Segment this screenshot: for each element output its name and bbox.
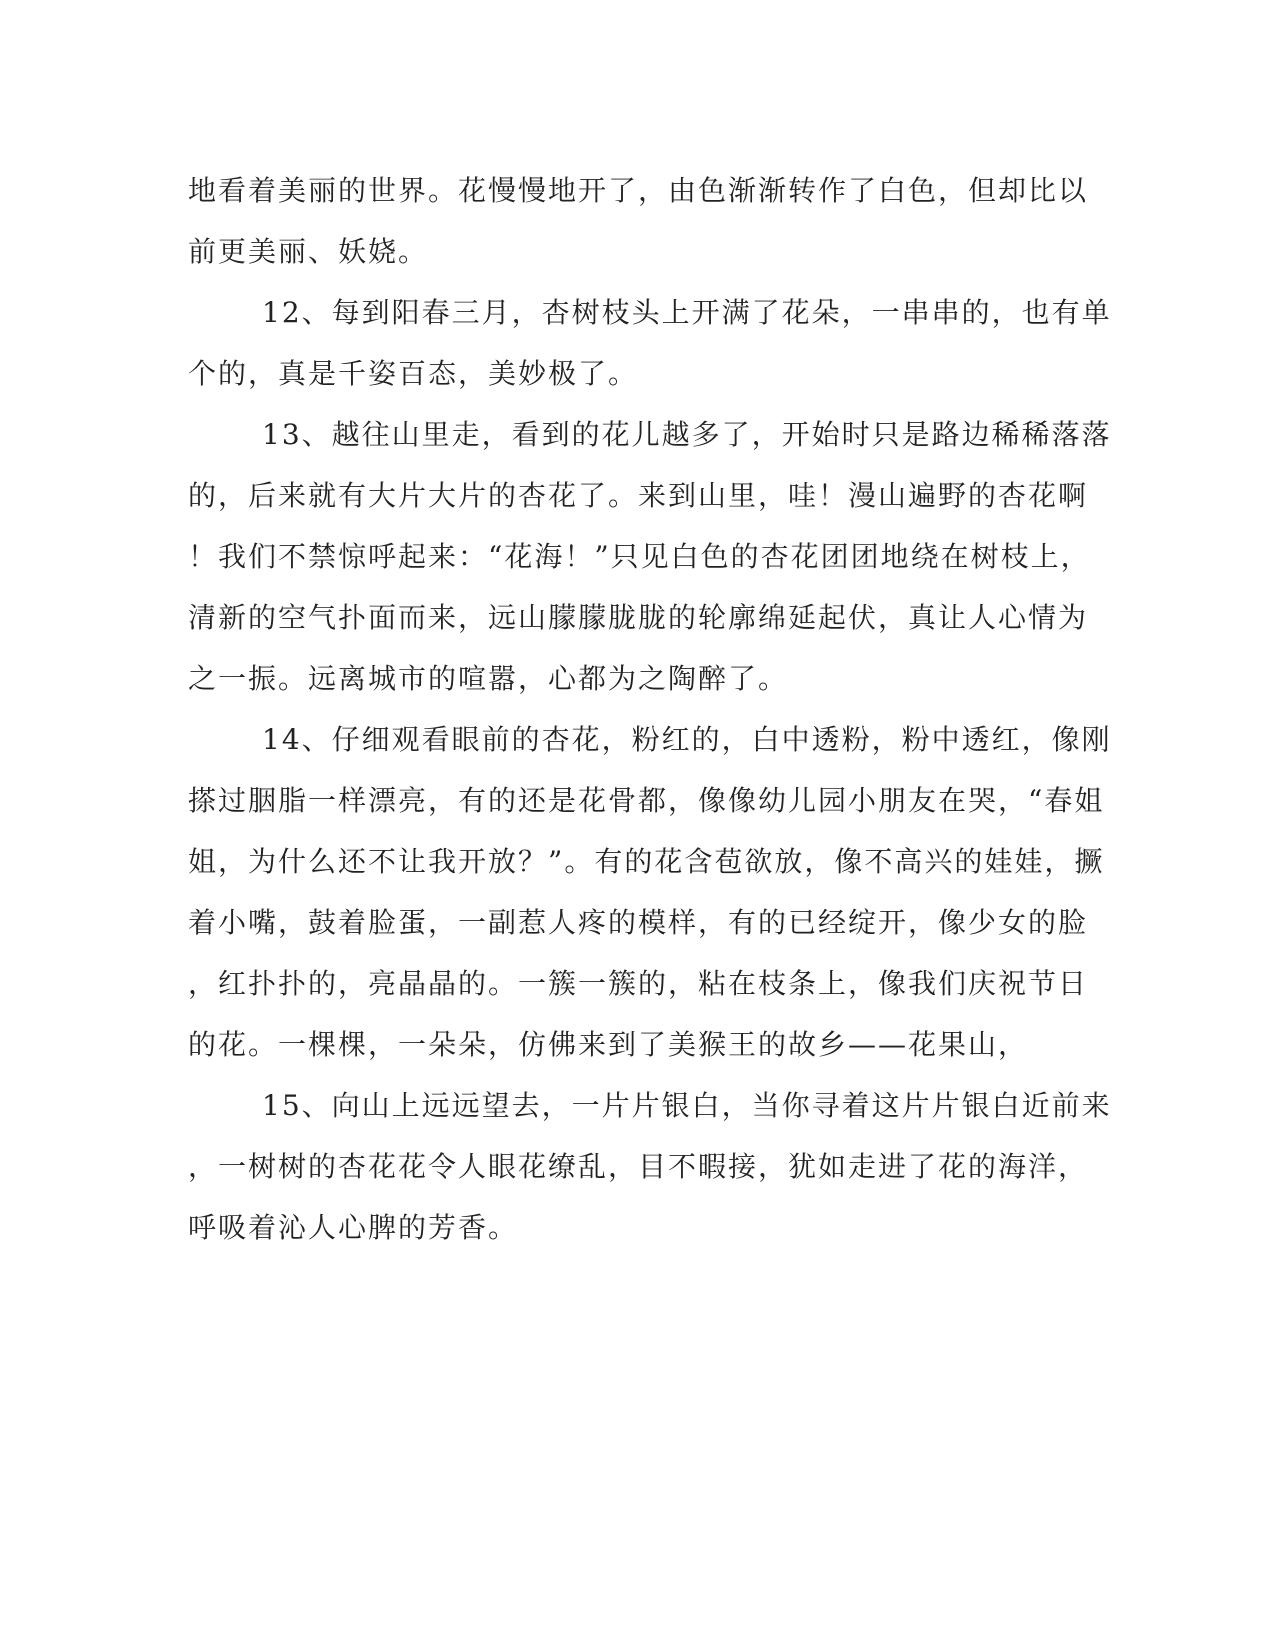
document-body <box>188 160 1112 1258</box>
text-line: ，红扑扑的，亮晶晶的。一簇一簇的，粘在枝条上，像我们庆祝节日 <box>188 967 1089 1000</box>
text-line: ，一树树的杏花花令人眼花缭乱，目不暇接，犹如走进了花的海洋， <box>188 1150 1089 1183</box>
text-line: 清新的空气扑面而来，远山朦朦胧胧的轮廓绵延起伏，真让人心情为 <box>188 601 1089 634</box>
text-line: 15、向山上远远望去，一片片银白，当你寻着这片片银白近前来 <box>262 1089 1112 1122</box>
paragraph-11-continuation <box>188 160 1088 282</box>
paragraph-12 <box>188 282 1112 404</box>
text-line: 的花。一棵棵，一朵朵，仿佛来到了美猴王的故乡——花果山， <box>188 1028 1029 1061</box>
text-line: 地看着美丽的世界。花慢慢地开了，由色渐渐转作了白色，但却比以 <box>188 174 1089 207</box>
text-line: 呼吸着沁人心脾的芳香。 <box>188 1211 519 1244</box>
text-line: 着小嘴，鼓着脸蛋，一副惹人疼的模样，有的已经绽开，像少女的脸 <box>188 906 1089 939</box>
text-line: 个的，真是千姿百态，美妙极了。 <box>188 357 639 390</box>
paragraph-13 <box>188 404 1112 709</box>
text-line: 14、仔细观看眼前的杏花，粉红的，白中透粉，粉中透红，像刚 <box>262 723 1112 756</box>
paragraph-14 <box>188 709 1112 1075</box>
paragraph-15 <box>188 1075 1112 1258</box>
text-line: 之一振。远离城市的喧嚣，心都为之陶醉了。 <box>188 662 789 695</box>
text-line: 姐，为什么还不让我开放？”。有的花含苞欲放，像不高兴的娃娃，撅 <box>188 845 1105 878</box>
text-line: ！我们不禁惊呼起来：“花海！”只见白色的杏花团团地绕在树枝上， <box>188 540 1091 573</box>
text-line: 搽过胭脂一样漂亮，有的还是花骨都，像像幼儿园小朋友在哭，“春姐 <box>188 784 1105 817</box>
text-line: 前更美丽、妖娆。 <box>188 235 429 268</box>
text-line: 13、越往山里走，看到的花儿越多了，开始时只是路边稀稀落落 <box>262 418 1112 451</box>
text-line: 的，后来就有大片大片的杏花了。来到山里，哇！漫山遍野的杏花啊 <box>188 479 1089 512</box>
text-line: 12、每到阳春三月，杏树枝头上开满了花朵，一串串的，也有单 <box>262 296 1112 329</box>
